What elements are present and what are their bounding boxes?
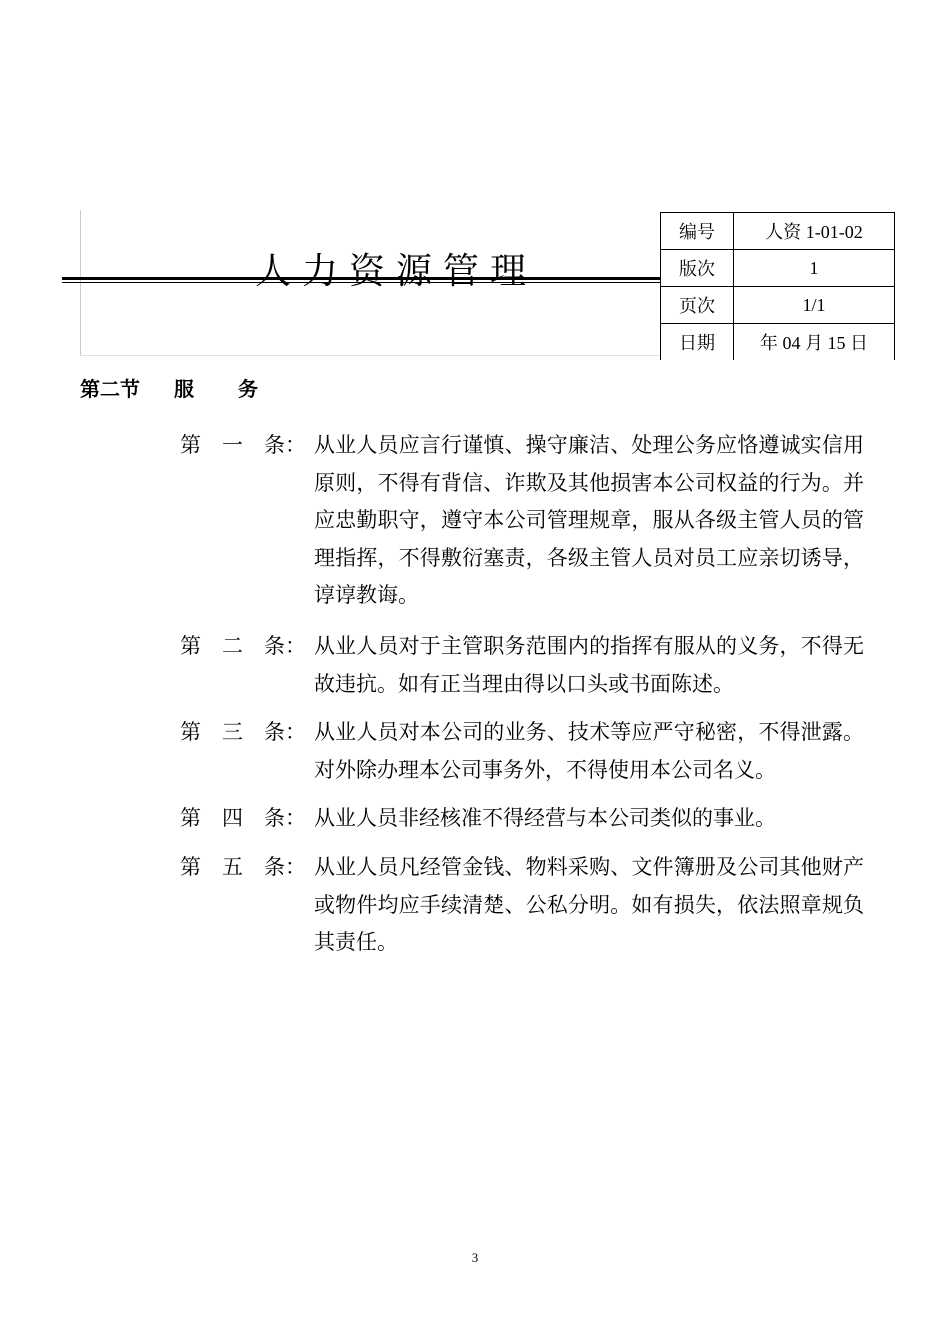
section-heading (80, 373, 302, 402)
article-text: 从业人员非经核准不得经营与本公司类似的事业。 (314, 806, 776, 830)
article-label: 第 一 条： (180, 433, 306, 457)
article-label: 第 二 条： (180, 634, 306, 658)
page-number: 3 (471, 1250, 479, 1265)
meta-value: 1/1 (734, 287, 895, 324)
section-name: 服务 (174, 377, 302, 401)
article-text: 从业人员对本公司的业务、技术等应严守秘密，不得泄露。对外除办理本公司事务外，不得使用本公司名义。 (314, 720, 864, 782)
meta-row-number (661, 213, 895, 250)
meta-row-version (661, 250, 895, 287)
meta-value: 年 04 月 15 日 (734, 324, 895, 361)
article-text: 从业人员应言行谨慎、操守廉洁、处理公务应恪遵诚实信用原则，不得有背信、诈欺及其他损害本公司权益的行为。并应忠勤职守，遵守本公司管理规章，服从各级主管人员的管理指挥，不得敷衍塞责，各级主管人员对员工应亲切诱导，谆谆教诲。 (314, 433, 864, 607)
meta-key: 页次 (661, 287, 734, 324)
meta-key: 编号 (661, 213, 734, 250)
document-title: 人力资源管理 (255, 251, 538, 292)
article-text: 从业人员凡经管金钱、物料采购、文件簿册及公司其他财产或物件均应手续清楚、公私分明。如有损失，依法照章规负其责任。 (314, 855, 864, 954)
section-number: 第二节 (80, 377, 140, 401)
article-label: 第 四 条： (180, 806, 306, 830)
article-label: 第 五 条： (180, 855, 306, 879)
meta-row-date (661, 324, 895, 361)
article-text: 从业人员对于主管职务范围内的指挥有服从的义务，不得无故违抗。如有正当理由得以口头或书面陈述。 (314, 634, 864, 696)
meta-value: 1 (734, 250, 895, 287)
document-meta-table (660, 212, 895, 360)
article-label: 第 三 条： (180, 720, 306, 744)
meta-value: 人资 1-01-02 (734, 213, 895, 250)
meta-row-page (661, 287, 895, 324)
meta-key: 版次 (661, 250, 734, 287)
meta-key: 日期 (661, 324, 734, 361)
